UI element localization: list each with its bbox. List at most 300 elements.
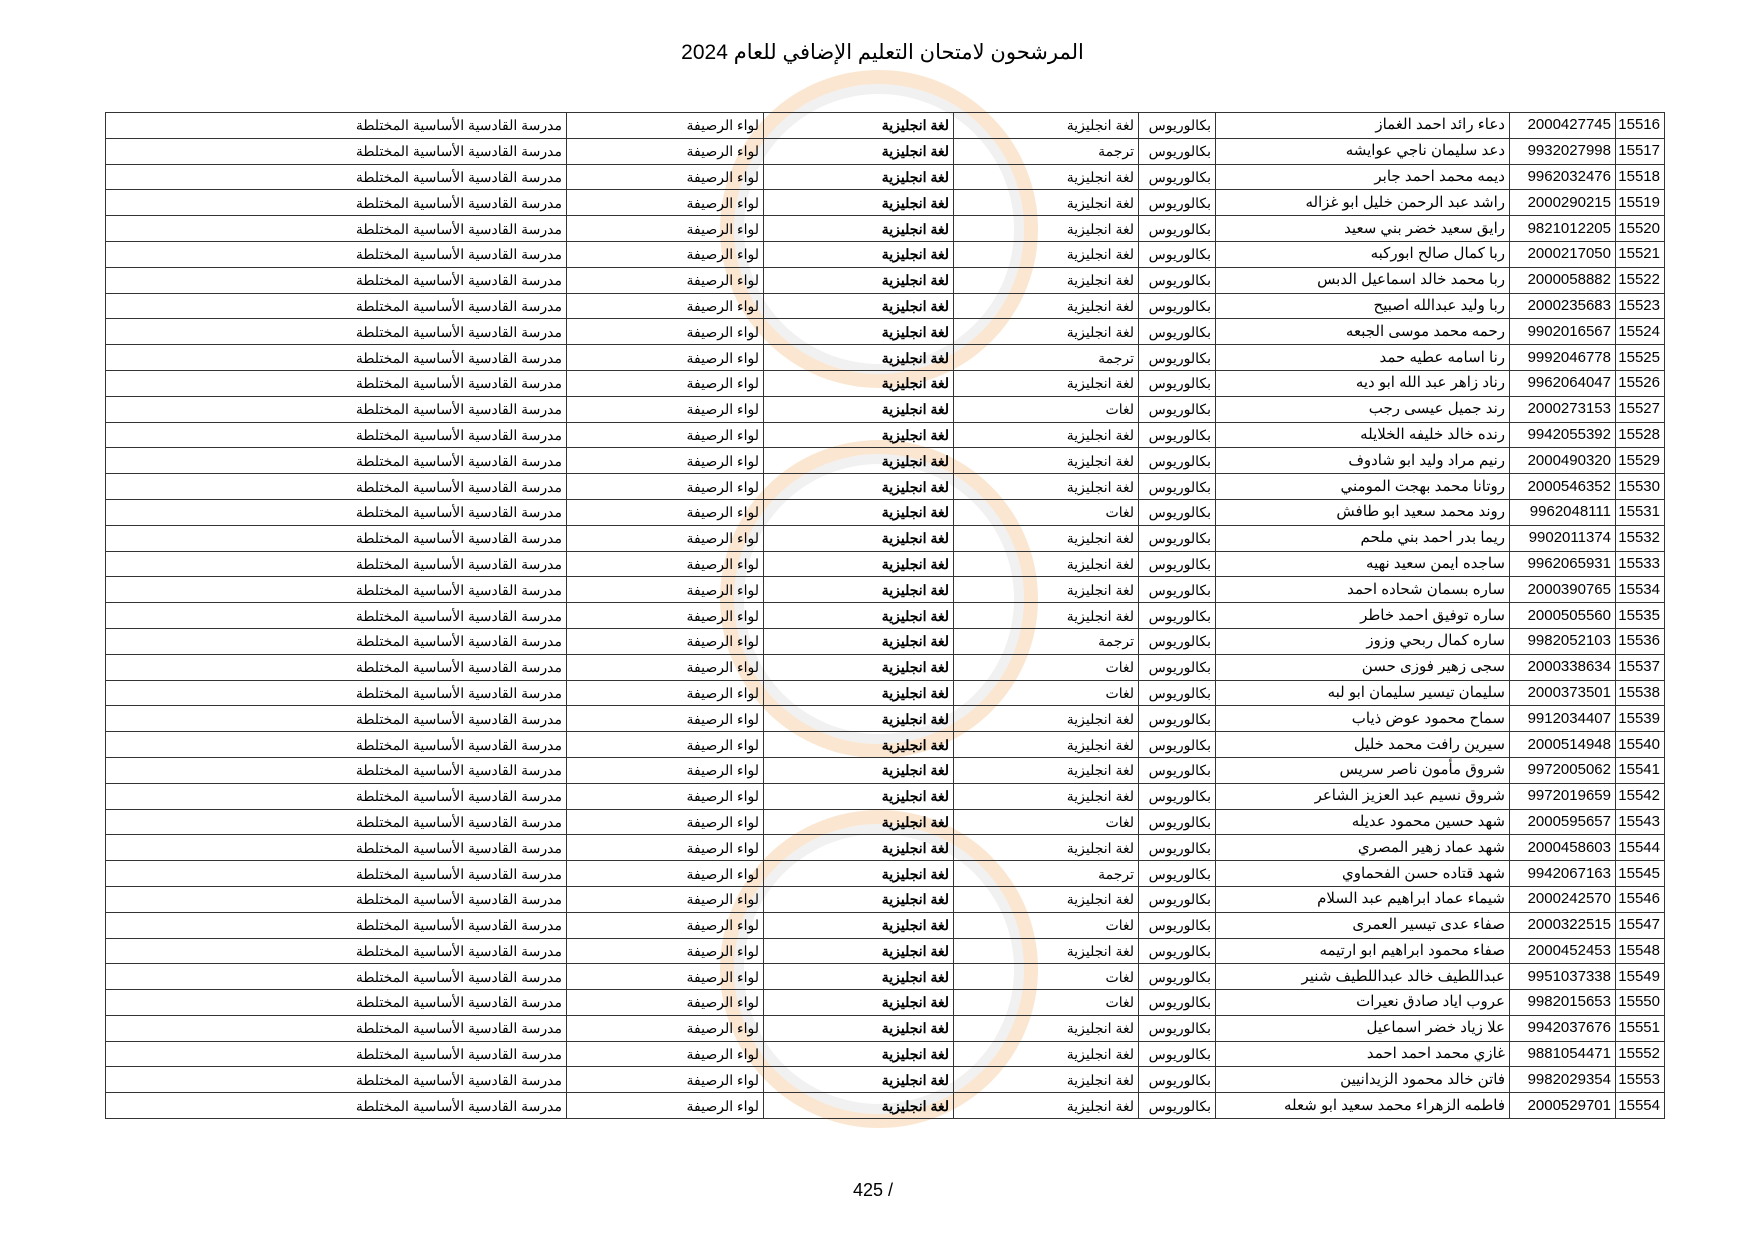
sequence-number-cell: 15543 [1616, 809, 1665, 835]
specialization-cell: لغة انجليزية [954, 706, 1139, 732]
national-id-cell: 2000514948 [1510, 732, 1616, 758]
specialization-cell: لغة انجليزية [954, 293, 1139, 319]
subject-cell: لغة انجليزية [764, 861, 954, 887]
subject-cell: لغة انجليزية [764, 886, 954, 912]
sequence-number-cell: 15517 [1616, 138, 1665, 164]
national-id-cell: 9982052103 [1510, 628, 1616, 654]
specialization-cell: لغة انجليزية [954, 835, 1139, 861]
national-id-cell: 9912034407 [1510, 706, 1616, 732]
table-row [106, 319, 1665, 345]
name-cell: شهد قتاده حسن الفحماوي [1216, 861, 1510, 887]
sequence-number-cell: 15553 [1616, 1067, 1665, 1093]
table-row [106, 577, 1665, 603]
degree-cell: بكالوريوس [1139, 345, 1216, 371]
degree-cell: بكالوريوس [1139, 835, 1216, 861]
table-row [106, 603, 1665, 629]
sequence-number-cell: 15529 [1616, 448, 1665, 474]
sequence-number-cell: 15530 [1616, 474, 1665, 500]
table-row [106, 706, 1665, 732]
school-cell: مدرسة القادسية الأساسية المختلطة [106, 1093, 567, 1119]
table-row [106, 1015, 1665, 1041]
table-row [106, 861, 1665, 887]
specialization-cell: ترجمة [954, 345, 1139, 371]
degree-cell: بكالوريوس [1139, 190, 1216, 216]
table-row [106, 267, 1665, 293]
degree-cell: بكالوريوس [1139, 886, 1216, 912]
directorate-cell: لواء الرصيفة [567, 603, 764, 629]
national-id-cell: 9942055392 [1510, 422, 1616, 448]
directorate-cell: لواء الرصيفة [567, 654, 764, 680]
specialization-cell: لغة انجليزية [954, 551, 1139, 577]
sequence-number-cell: 15525 [1616, 345, 1665, 371]
school-cell: مدرسة القادسية الأساسية المختلطة [106, 912, 567, 938]
school-cell: مدرسة القادسية الأساسية المختلطة [106, 422, 567, 448]
sequence-number-cell: 15554 [1616, 1093, 1665, 1119]
name-cell: ربا كمال صالح ابوركبه [1216, 241, 1510, 267]
specialization-cell: ترجمة [954, 861, 1139, 887]
name-cell: ريما بدر احمد بني ملحم [1216, 525, 1510, 551]
table-row [106, 241, 1665, 267]
school-cell: مدرسة القادسية الأساسية المختلطة [106, 757, 567, 783]
degree-cell: بكالوريوس [1139, 964, 1216, 990]
national-id-cell: 9962065931 [1510, 551, 1616, 577]
table-row [106, 190, 1665, 216]
sequence-number-cell: 15537 [1616, 654, 1665, 680]
table-row [106, 499, 1665, 525]
school-cell: مدرسة القادسية الأساسية المختلطة [106, 654, 567, 680]
table-row [106, 396, 1665, 422]
sequence-number-cell: 15518 [1616, 164, 1665, 190]
subject-cell: لغة انجليزية [764, 216, 954, 242]
school-cell: مدرسة القادسية الأساسية المختلطة [106, 809, 567, 835]
directorate-cell: لواء الرصيفة [567, 1041, 764, 1067]
subject-cell: لغة انجليزية [764, 293, 954, 319]
directorate-cell: لواء الرصيفة [567, 964, 764, 990]
name-cell: رحمه محمد موسى الجبعه [1216, 319, 1510, 345]
table-row [106, 938, 1665, 964]
national-id-cell: 2000458603 [1510, 835, 1616, 861]
degree-cell: بكالوريوس [1139, 396, 1216, 422]
name-cell: علا زياد خضر اسماعيل [1216, 1015, 1510, 1041]
directorate-cell: لواء الرصيفة [567, 938, 764, 964]
name-cell: رند جميل عيسى رجب [1216, 396, 1510, 422]
school-cell: مدرسة القادسية الأساسية المختلطة [106, 370, 567, 396]
specialization-cell: لغات [954, 809, 1139, 835]
sequence-number-cell: 15545 [1616, 861, 1665, 887]
national-id-cell: 2000529701 [1510, 1093, 1616, 1119]
table-row [106, 345, 1665, 371]
directorate-cell: لواء الرصيفة [567, 680, 764, 706]
name-cell: عبداللطيف خالد عبداللطيف شنير [1216, 964, 1510, 990]
sequence-number-cell: 15539 [1616, 706, 1665, 732]
sequence-number-cell: 15541 [1616, 757, 1665, 783]
subject-cell: لغة انجليزية [764, 603, 954, 629]
subject-cell: لغة انجليزية [764, 345, 954, 371]
name-cell: شيماء عماد ابراهيم عبد السلام [1216, 886, 1510, 912]
directorate-cell: لواء الرصيفة [567, 757, 764, 783]
subject-cell: لغة انجليزية [764, 164, 954, 190]
specialization-cell: لغة انجليزية [954, 474, 1139, 500]
school-cell: مدرسة القادسية الأساسية المختلطة [106, 1015, 567, 1041]
table-row [106, 990, 1665, 1016]
subject-cell: لغة انجليزية [764, 474, 954, 500]
sequence-number-cell: 15524 [1616, 319, 1665, 345]
specialization-cell: لغة انجليزية [954, 757, 1139, 783]
national-id-cell: 9902011374 [1510, 525, 1616, 551]
national-id-cell: 2000273153 [1510, 396, 1616, 422]
directorate-cell: لواء الرصيفة [567, 783, 764, 809]
name-cell: شروق نسيم عبد العزيز الشاعر [1216, 783, 1510, 809]
specialization-cell: لغة انجليزية [954, 577, 1139, 603]
degree-cell: بكالوريوس [1139, 654, 1216, 680]
school-cell: مدرسة القادسية الأساسية المختلطة [106, 551, 567, 577]
specialization-cell: لغة انجليزية [954, 216, 1139, 242]
name-cell: روند محمد سعيد ابو طافش [1216, 499, 1510, 525]
national-id-cell: 9821012205 [1510, 216, 1616, 242]
degree-cell: بكالوريوس [1139, 938, 1216, 964]
degree-cell: بكالوريوس [1139, 422, 1216, 448]
subject-cell: لغة انجليزية [764, 912, 954, 938]
degree-cell: بكالوريوس [1139, 577, 1216, 603]
sequence-number-cell: 15549 [1616, 964, 1665, 990]
specialization-cell: لغة انجليزية [954, 267, 1139, 293]
directorate-cell: لواء الرصيفة [567, 267, 764, 293]
degree-cell: بكالوريوس [1139, 912, 1216, 938]
name-cell: رنده خالد خليفه الخلايله [1216, 422, 1510, 448]
subject-cell: لغة انجليزية [764, 654, 954, 680]
degree-cell: بكالوريوس [1139, 706, 1216, 732]
subject-cell: لغة انجليزية [764, 138, 954, 164]
sequence-number-cell: 15521 [1616, 241, 1665, 267]
degree-cell: بكالوريوس [1139, 267, 1216, 293]
name-cell: عروب اياد صادق نعيرات [1216, 990, 1510, 1016]
degree-cell: بكالوريوس [1139, 293, 1216, 319]
directorate-cell: لواء الرصيفة [567, 525, 764, 551]
degree-cell: بكالوريوس [1139, 113, 1216, 139]
degree-cell: بكالوريوس [1139, 164, 1216, 190]
school-cell: مدرسة القادسية الأساسية المختلطة [106, 345, 567, 371]
specialization-cell: لغة انجليزية [954, 525, 1139, 551]
school-cell: مدرسة القادسية الأساسية المختلطة [106, 964, 567, 990]
national-id-cell: 2000217050 [1510, 241, 1616, 267]
name-cell: صفاء عدى تيسير العمرى [1216, 912, 1510, 938]
table-row [106, 474, 1665, 500]
subject-cell: لغة انجليزية [764, 113, 954, 139]
table-row [106, 757, 1665, 783]
name-cell: غازي محمد احمد احمد [1216, 1041, 1510, 1067]
directorate-cell: لواء الرصيفة [567, 990, 764, 1016]
national-id-cell: 9942037676 [1510, 1015, 1616, 1041]
degree-cell: بكالوريوس [1139, 474, 1216, 500]
sequence-number-cell: 15532 [1616, 525, 1665, 551]
school-cell: مدرسة القادسية الأساسية المختلطة [106, 190, 567, 216]
sequence-number-cell: 15527 [1616, 396, 1665, 422]
national-id-cell: 9902016567 [1510, 319, 1616, 345]
subject-cell: لغة انجليزية [764, 706, 954, 732]
directorate-cell: لواء الرصيفة [567, 835, 764, 861]
name-cell: ربا وليد عبدالله اصبيح [1216, 293, 1510, 319]
school-cell: مدرسة القادسية الأساسية المختلطة [106, 628, 567, 654]
sequence-number-cell: 15526 [1616, 370, 1665, 396]
name-cell: شهد حسين محمود عديله [1216, 809, 1510, 835]
school-cell: مدرسة القادسية الأساسية المختلطة [106, 448, 567, 474]
name-cell: راشد عبد الرحمن خليل ابو غزاله [1216, 190, 1510, 216]
subject-cell: لغة انجليزية [764, 1067, 954, 1093]
table-row [106, 654, 1665, 680]
subject-cell: لغة انجليزية [764, 680, 954, 706]
school-cell: مدرسة القادسية الأساسية المختلطة [106, 603, 567, 629]
specialization-cell: لغة انجليزية [954, 1067, 1139, 1093]
specialization-cell: لغات [954, 912, 1139, 938]
name-cell: رنيم مراد وليد ابو شادوف [1216, 448, 1510, 474]
table-row [106, 551, 1665, 577]
specialization-cell: لغة انجليزية [954, 886, 1139, 912]
name-cell: رايق سعيد خضر بني سعيد [1216, 216, 1510, 242]
name-cell: صفاء محمود ابراهيم ابو ارتيمه [1216, 938, 1510, 964]
sequence-number-cell: 15544 [1616, 835, 1665, 861]
national-id-cell: 9972005062 [1510, 757, 1616, 783]
degree-cell: بكالوريوس [1139, 603, 1216, 629]
name-cell: سليمان تيسير سليمان ابو لبه [1216, 680, 1510, 706]
national-id-cell: 9951037338 [1510, 964, 1616, 990]
specialization-cell: لغة انجليزية [954, 422, 1139, 448]
sequence-number-cell: 15535 [1616, 603, 1665, 629]
table-row [106, 1093, 1665, 1119]
degree-cell: بكالوريوس [1139, 1041, 1216, 1067]
subject-cell: لغة انجليزية [764, 190, 954, 216]
name-cell: ربا محمد خالد اسماعيل الدبس [1216, 267, 1510, 293]
degree-cell: بكالوريوس [1139, 448, 1216, 474]
subject-cell: لغة انجليزية [764, 422, 954, 448]
table-row [106, 293, 1665, 319]
name-cell: فاطمه الزهراء محمد سعيد ابو شعله [1216, 1093, 1510, 1119]
school-cell: مدرسة القادسية الأساسية المختلطة [106, 1041, 567, 1067]
national-id-cell: 9972019659 [1510, 783, 1616, 809]
national-id-cell: 9962032476 [1510, 164, 1616, 190]
name-cell: سماح محمود عوض ذياب [1216, 706, 1510, 732]
table-row [106, 886, 1665, 912]
table-row [106, 783, 1665, 809]
subject-cell: لغة انجليزية [764, 241, 954, 267]
subject-cell: لغة انجليزية [764, 938, 954, 964]
table-row [106, 422, 1665, 448]
school-cell: مدرسة القادسية الأساسية المختلطة [106, 938, 567, 964]
subject-cell: لغة انجليزية [764, 319, 954, 345]
national-id-cell: 2000546352 [1510, 474, 1616, 500]
school-cell: مدرسة القادسية الأساسية المختلطة [106, 835, 567, 861]
directorate-cell: لواء الرصيفة [567, 1067, 764, 1093]
school-cell: مدرسة القادسية الأساسية المختلطة [106, 293, 567, 319]
directorate-cell: لواء الرصيفة [567, 577, 764, 603]
school-cell: مدرسة القادسية الأساسية المختلطة [106, 861, 567, 887]
sequence-number-cell: 15519 [1616, 190, 1665, 216]
table-row [106, 138, 1665, 164]
sequence-number-cell: 15552 [1616, 1041, 1665, 1067]
directorate-cell: لواء الرصيفة [567, 319, 764, 345]
sequence-number-cell: 15546 [1616, 886, 1665, 912]
school-cell: مدرسة القادسية الأساسية المختلطة [106, 732, 567, 758]
name-cell: ديمه محمد احمد جابر [1216, 164, 1510, 190]
name-cell: دعد سليمان ناجي عوايشه [1216, 138, 1510, 164]
specialization-cell: لغة انجليزية [954, 938, 1139, 964]
subject-cell: لغة انجليزية [764, 809, 954, 835]
sequence-number-cell: 15548 [1616, 938, 1665, 964]
specialization-cell: لغات [954, 396, 1139, 422]
document-title: المرشحون لامتحان التعليم الإضافي للعام 2024 [681, 41, 1084, 64]
subject-cell: لغة انجليزية [764, 964, 954, 990]
degree-cell: بكالوريوس [1139, 499, 1216, 525]
school-cell: مدرسة القادسية الأساسية المختلطة [106, 474, 567, 500]
table-row [106, 164, 1665, 190]
directorate-cell: لواء الرصيفة [567, 732, 764, 758]
national-id-cell: 9881054471 [1510, 1041, 1616, 1067]
sequence-number-cell: 15531 [1616, 499, 1665, 525]
degree-cell: بكالوريوس [1139, 809, 1216, 835]
directorate-cell: لواء الرصيفة [567, 886, 764, 912]
national-id-cell: 2000595657 [1510, 809, 1616, 835]
subject-cell: لغة انجليزية [764, 448, 954, 474]
table-row [106, 113, 1665, 139]
subject-cell: لغة انجليزية [764, 396, 954, 422]
school-cell: مدرسة القادسية الأساسية المختلطة [106, 990, 567, 1016]
national-id-cell: 2000390765 [1510, 577, 1616, 603]
national-id-cell: 2000235683 [1510, 293, 1616, 319]
directorate-cell: لواء الرصيفة [567, 448, 764, 474]
name-cell: رناد زاهر عبد الله ابو ديه [1216, 370, 1510, 396]
degree-cell: بكالوريوس [1139, 319, 1216, 345]
school-cell: مدرسة القادسية الأساسية المختلطة [106, 499, 567, 525]
degree-cell: بكالوريوس [1139, 1093, 1216, 1119]
table-row [106, 732, 1665, 758]
specialization-cell: لغة انجليزية [954, 190, 1139, 216]
school-cell: مدرسة القادسية الأساسية المختلطة [106, 396, 567, 422]
name-cell: شروق مأمون ناصر سريس [1216, 757, 1510, 783]
name-cell: رنا اسامه عطيه حمد [1216, 345, 1510, 371]
directorate-cell: لواء الرصيفة [567, 370, 764, 396]
specialization-cell: لغة انجليزية [954, 319, 1139, 345]
directorate-cell: لواء الرصيفة [567, 422, 764, 448]
degree-cell: بكالوريوس [1139, 628, 1216, 654]
specialization-cell: لغة انجليزية [954, 783, 1139, 809]
specialization-cell: لغة انجليزية [954, 448, 1139, 474]
subject-cell: لغة انجليزية [764, 1093, 954, 1119]
school-cell: مدرسة القادسية الأساسية المختلطة [106, 1067, 567, 1093]
specialization-cell: ترجمة [954, 628, 1139, 654]
school-cell: مدرسة القادسية الأساسية المختلطة [106, 680, 567, 706]
national-id-cell: 9932027998 [1510, 138, 1616, 164]
national-id-cell: 9982015653 [1510, 990, 1616, 1016]
table-row [106, 1067, 1665, 1093]
sequence-number-cell: 15550 [1616, 990, 1665, 1016]
subject-cell: لغة انجليزية [764, 628, 954, 654]
school-cell: مدرسة القادسية الأساسية المختلطة [106, 319, 567, 345]
specialization-cell: لغة انجليزية [954, 1041, 1139, 1067]
sequence-number-cell: 15523 [1616, 293, 1665, 319]
subject-cell: لغة انجليزية [764, 525, 954, 551]
table-row [106, 809, 1665, 835]
name-cell: دعاء رائد احمد الغماز [1216, 113, 1510, 139]
national-id-cell: 2000373501 [1510, 680, 1616, 706]
school-cell: مدرسة القادسية الأساسية المختلطة [106, 138, 567, 164]
table-row [106, 964, 1665, 990]
directorate-cell: لواء الرصيفة [567, 861, 764, 887]
degree-cell: بكالوريوس [1139, 783, 1216, 809]
sequence-number-cell: 15528 [1616, 422, 1665, 448]
sequence-number-cell: 15520 [1616, 216, 1665, 242]
name-cell: ساجده ايمن سعيد نهيه [1216, 551, 1510, 577]
specialization-cell: لغة انجليزية [954, 732, 1139, 758]
national-id-cell: 2000490320 [1510, 448, 1616, 474]
name-cell: سجى زهير فوزى حسن [1216, 654, 1510, 680]
subject-cell: لغة انجليزية [764, 757, 954, 783]
subject-cell: لغة انجليزية [764, 783, 954, 809]
national-id-cell: 2000290215 [1510, 190, 1616, 216]
specialization-cell: لغة انجليزية [954, 113, 1139, 139]
specialization-cell: لغة انجليزية [954, 1015, 1139, 1041]
degree-cell: بكالوريوس [1139, 525, 1216, 551]
school-cell: مدرسة القادسية الأساسية المختلطة [106, 525, 567, 551]
specialization-cell: لغات [954, 964, 1139, 990]
directorate-cell: لواء الرصيفة [567, 164, 764, 190]
directorate-cell: لواء الرصيفة [567, 1093, 764, 1119]
degree-cell: بكالوريوس [1139, 990, 1216, 1016]
name-cell: ساره كمال ربحي وزوز [1216, 628, 1510, 654]
national-id-cell: 9992046778 [1510, 345, 1616, 371]
national-id-cell: 9962064047 [1510, 370, 1616, 396]
specialization-cell: لغات [954, 499, 1139, 525]
school-cell: مدرسة القادسية الأساسية المختلطة [106, 577, 567, 603]
name-cell: ساره بسمان شحاده احمد [1216, 577, 1510, 603]
specialization-cell: لغة انجليزية [954, 241, 1139, 267]
name-cell: روتانا محمد بهجت المومني [1216, 474, 1510, 500]
directorate-cell: لواء الرصيفة [567, 113, 764, 139]
specialization-cell: لغة انجليزية [954, 1093, 1139, 1119]
directorate-cell: لواء الرصيفة [567, 499, 764, 525]
directorate-cell: لواء الرصيفة [567, 809, 764, 835]
specialization-cell: لغات [954, 680, 1139, 706]
directorate-cell: لواء الرصيفة [567, 396, 764, 422]
degree-cell: بكالوريوس [1139, 551, 1216, 577]
specialization-cell: لغة انجليزية [954, 370, 1139, 396]
subject-cell: لغة انجليزية [764, 370, 954, 396]
sequence-number-cell: 15516 [1616, 113, 1665, 139]
table-row [106, 680, 1665, 706]
specialization-cell: لغات [954, 654, 1139, 680]
directorate-cell: لواء الرصيفة [567, 138, 764, 164]
degree-cell: بكالوريوس [1139, 1067, 1216, 1093]
table-row [106, 1041, 1665, 1067]
subject-cell: لغة انجليزية [764, 1015, 954, 1041]
school-cell: مدرسة القادسية الأساسية المختلطة [106, 216, 567, 242]
national-id-cell: 9962048111 [1510, 499, 1616, 525]
name-cell: سيرين رافت محمد خليل [1216, 732, 1510, 758]
table-row [106, 448, 1665, 474]
specialization-cell: لغة انجليزية [954, 603, 1139, 629]
sequence-number-cell: 15542 [1616, 783, 1665, 809]
candidates-table [105, 112, 1665, 1119]
national-id-cell: 2000242570 [1510, 886, 1616, 912]
directorate-cell: لواء الرصيفة [567, 706, 764, 732]
school-cell: مدرسة القادسية الأساسية المختلطة [106, 113, 567, 139]
table-row [106, 525, 1665, 551]
national-id-cell: 9982029354 [1510, 1067, 1616, 1093]
subject-cell: لغة انجليزية [764, 732, 954, 758]
directorate-cell: لواء الرصيفة [567, 293, 764, 319]
national-id-cell: 9942067163 [1510, 861, 1616, 887]
name-cell: ساره توفيق احمد خاطر [1216, 603, 1510, 629]
degree-cell: بكالوريوس [1139, 680, 1216, 706]
directorate-cell: لواء الرصيفة [567, 474, 764, 500]
